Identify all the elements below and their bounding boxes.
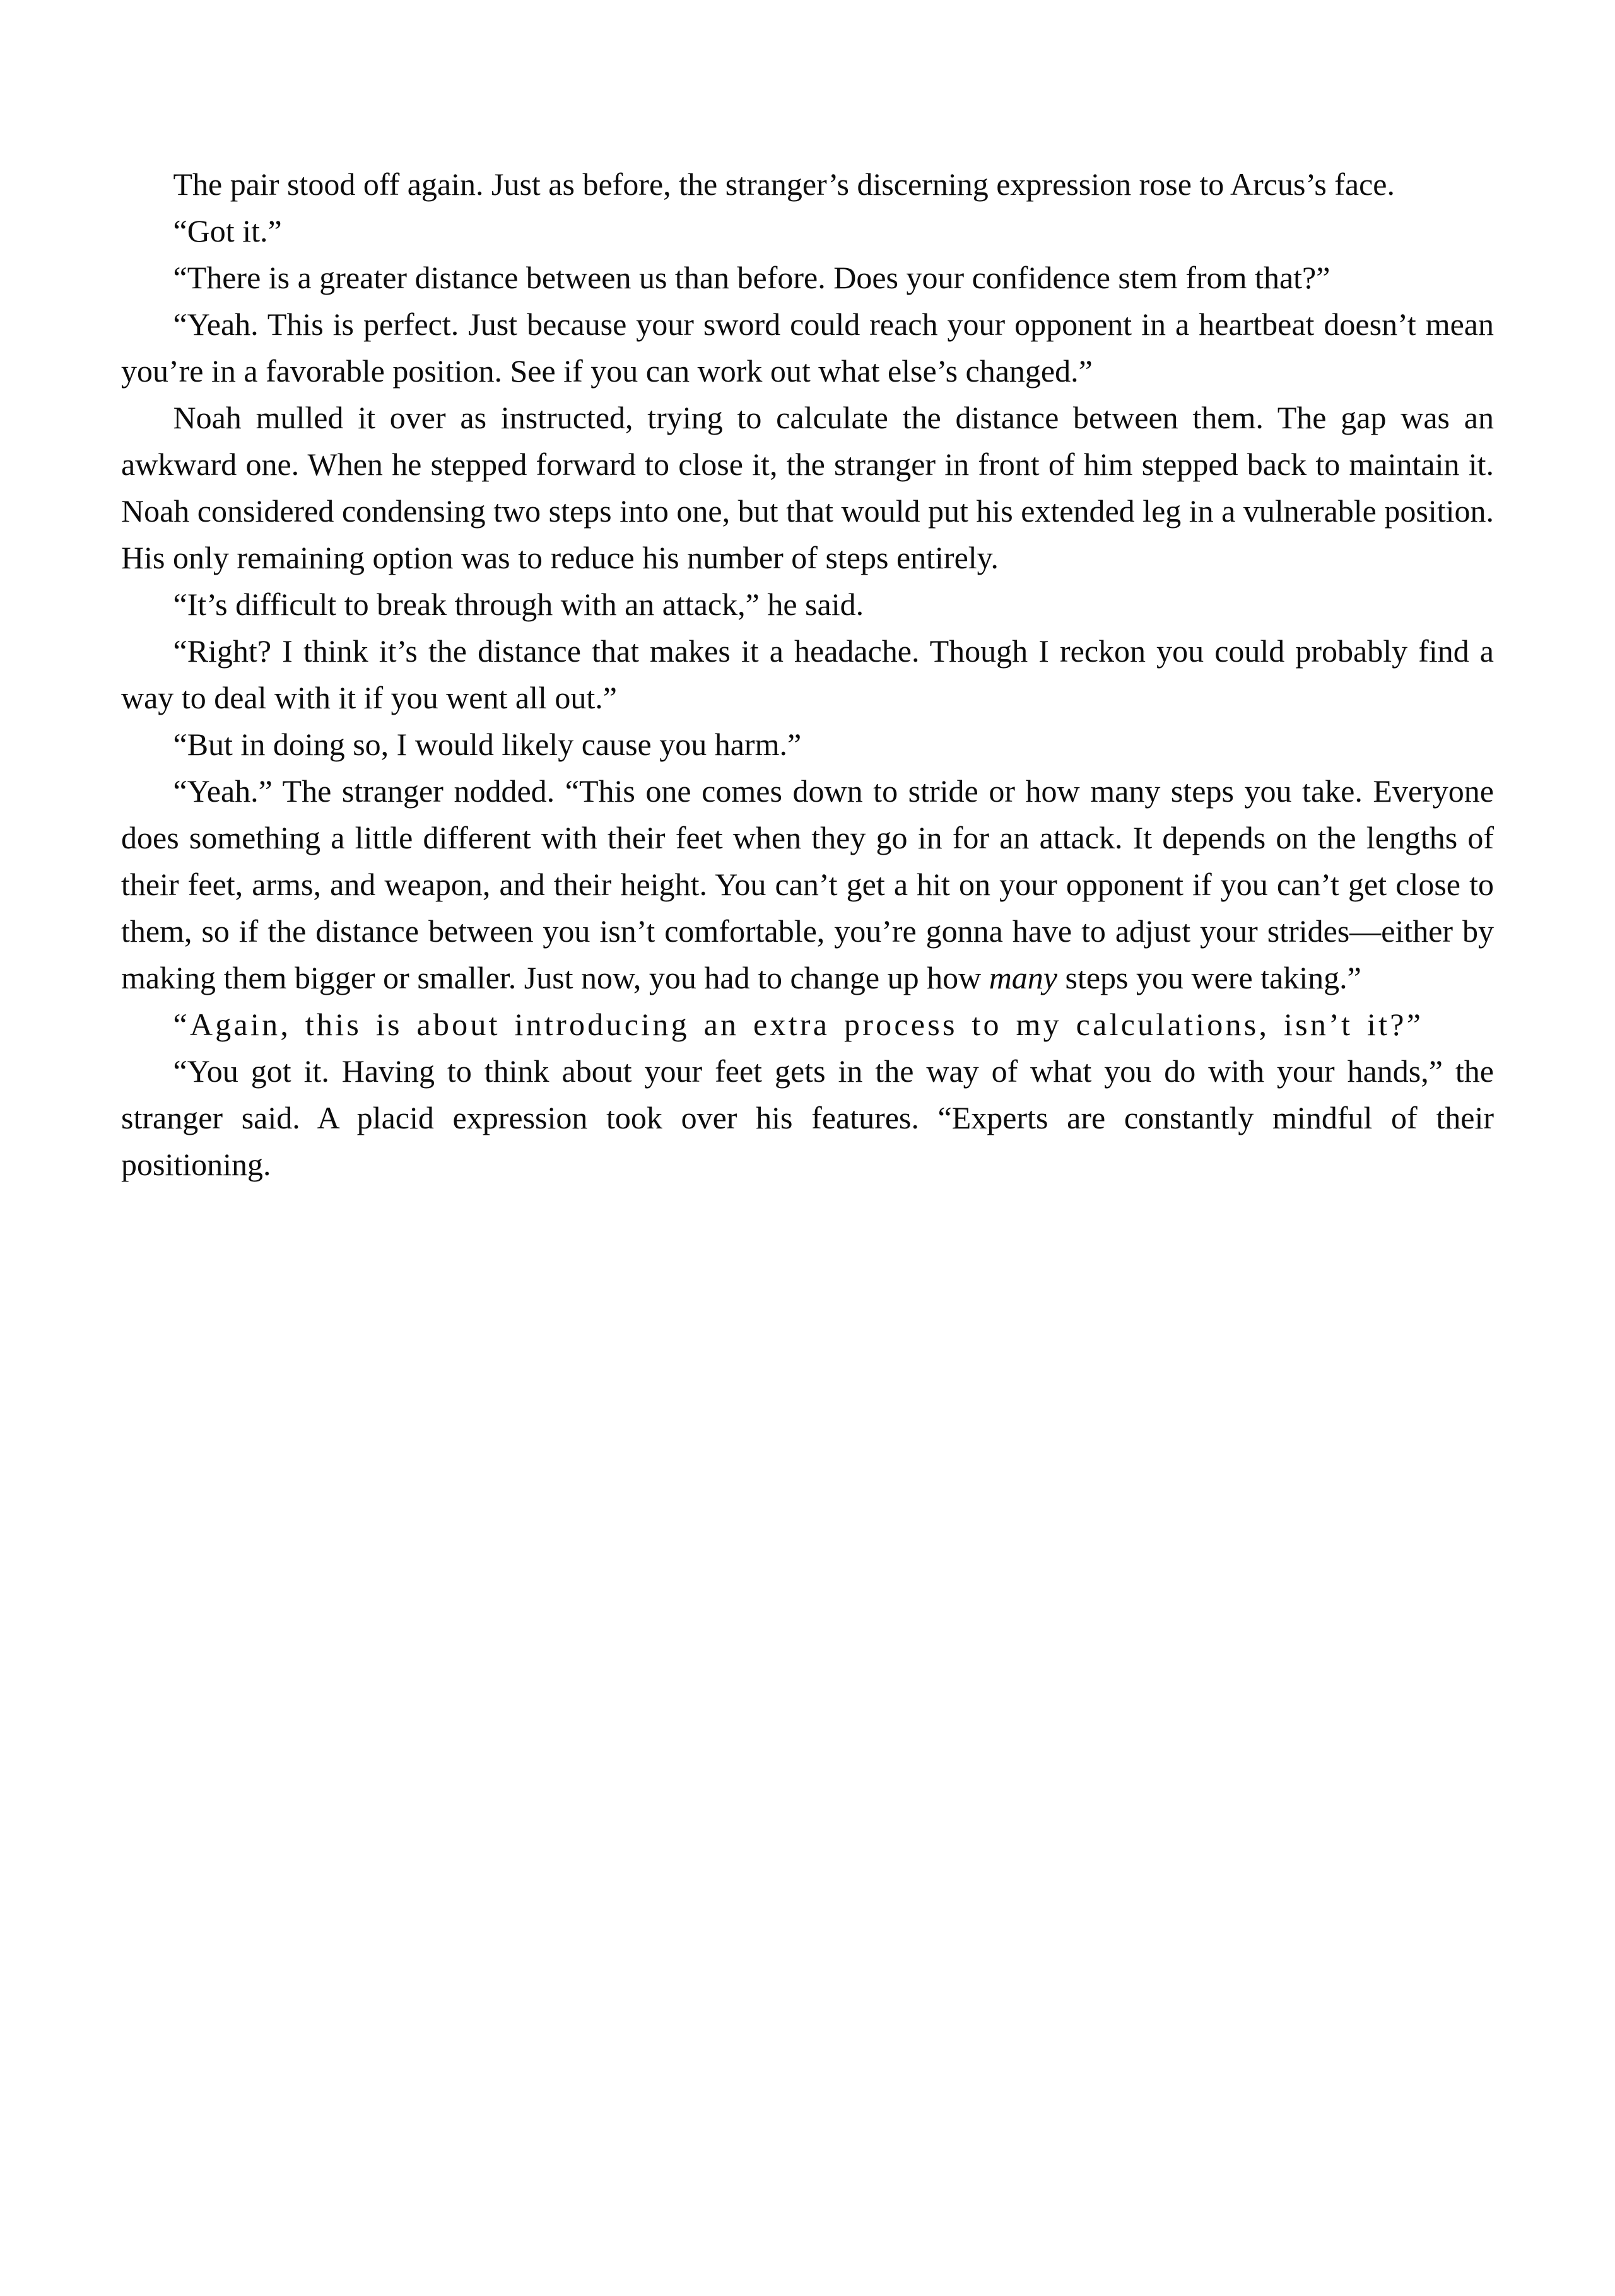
emphasized-word: many (989, 960, 1057, 995)
paragraph-loose-tracking: “Again, this is about introducing an extra process to my calculations, isn’t it?” (173, 1007, 1424, 1042)
paragraph-with-emphasis (121, 768, 1494, 1001)
paragraph: “Got it.” (173, 213, 282, 249)
paragraph: “There is a greater distance between us than before. Does your confidence stem from that?” (173, 260, 1330, 295)
paragraph-text-part-2: steps you were taking.” (1057, 960, 1361, 995)
paragraph: “You got it. Having to think about your feet gets in the way of what you do with your hands,” the stranger said. A placid expression took over his features. “Experts are constantly mindful of their positioning. (121, 1053, 1494, 1182)
paragraph: The pair stood off again. Just as before, the stranger’s discerning expression rose to Arcus’s face. (173, 167, 1395, 202)
page-body (121, 161, 1494, 1188)
paragraph: “It’s difficult to break through with an attack,” he said. (173, 587, 864, 622)
paragraph: “But in doing so, I would likely cause you harm.” (173, 727, 802, 762)
paragraph: “Yeah. This is perfect. Just because your sword could reach your opponent in a heartbeat doesn’t mean you’re in a favorable position. See if you can work out what else’s changed.” (121, 307, 1494, 389)
paragraph-text-part-1: “Yeah.” The stranger nodded. “This one comes down to stride or how many steps you take. Everyone does something a little different with their feet when they go in for an attack. It depends on the lengths of their feet, arms, and weapon, and their height. You can’t get a hit on your opponent if you can’t get close to them, so if the distance between you isn’t comfortable, you’re gonna have to adjust your strides—either by making them bigger or smaller. Just now, you had to change up how (121, 773, 1494, 995)
paragraph: Noah mulled it over as instructed, trying to calculate the distance between them. The gap was an awkward one. When he stepped forward to close it, the stranger in front of him stepped back to maintain it. Noah considered condensing two steps into one, but that would put his extended leg in a vulnerable position. His only remaining option was to reduce his number of steps entirely. (121, 400, 1494, 575)
paragraph: “Right? I think it’s the distance that makes it a headache. Though I reckon you could probably find a way to deal with it if you went all out.” (121, 633, 1494, 715)
